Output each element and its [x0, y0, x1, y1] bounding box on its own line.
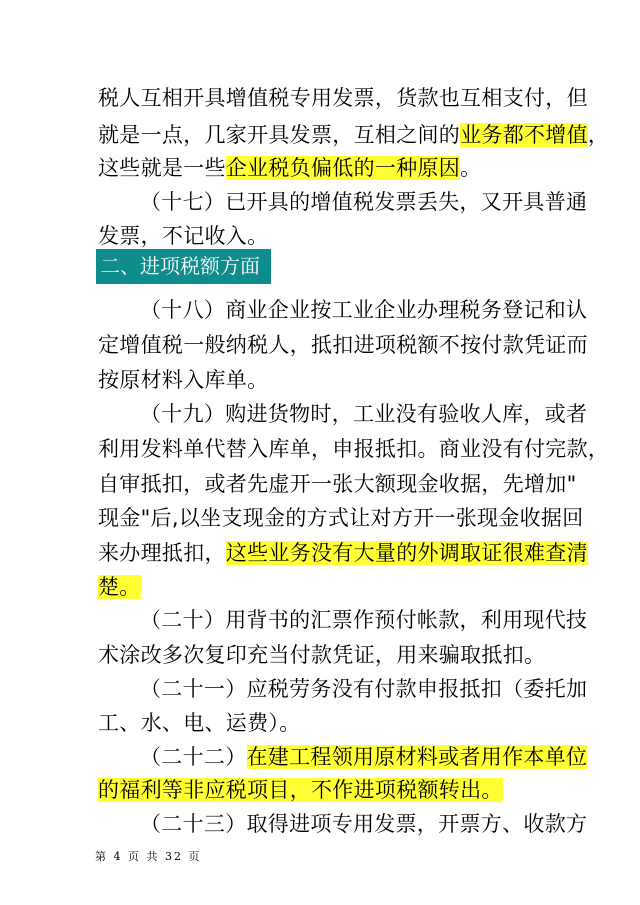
text-segment: （十七）已开具的增值税发票丢失，又开具普通: [140, 190, 588, 214]
text-line: [98, 466, 577, 502]
text-line: [98, 117, 609, 153]
highlighted-text: 在建工程领用原材料或者用作本单位: [246, 745, 588, 769]
text-line: [98, 150, 481, 186]
text-line: [140, 671, 587, 707]
text-line: [98, 431, 609, 467]
text-segment: （二十）用背书的汇票作预付帐款，利用现代技: [140, 608, 588, 632]
highlighted-text: 企业税负偏低的一种原因: [225, 156, 461, 180]
highlighted-text: 业务都不增值: [460, 123, 588, 147]
highlighted-text: 楚。: [98, 575, 141, 599]
text-line: [140, 602, 587, 638]
text-segment: 来办理抵扣，: [98, 541, 226, 565]
highlighted-text: 的福利等非应税项目，不作进项税额转出。: [98, 778, 503, 802]
text-line: [98, 569, 141, 605]
text-line: [98, 327, 588, 363]
text-line: [98, 535, 588, 571]
text-segment: 现金"后,以坐支现金的方式让对方开一张现金收据回: [98, 506, 584, 530]
text-segment: 利用发料单代替入库单，申报抵扣。商业没有付完款，: [98, 437, 610, 461]
text-segment: 按原材料入库单。: [98, 368, 269, 392]
text-segment: ，: [587, 123, 610, 147]
text-segment: （二十二）: [140, 745, 247, 769]
text-line: [98, 80, 588, 116]
text-segment: （二十三）取得进项专用发票，开票方、收款方: [140, 812, 588, 836]
text-line: [98, 772, 503, 808]
text-line: [140, 292, 587, 328]
text-segment: 税人互相开具增值税专用发票，货款也互相支付，但: [98, 86, 588, 110]
text-line: [140, 184, 587, 220]
text-segment: 这些就是一些: [98, 156, 226, 180]
text-segment: 自审抵扣，或者先虚开一张大额现金收据，先增加": [98, 472, 577, 496]
text-segment: 发票，不记收入。: [98, 224, 269, 248]
text-line: [98, 637, 545, 673]
text-line: [98, 705, 301, 741]
text-line: [98, 500, 584, 536]
text-line: [140, 806, 587, 842]
text-segment: 就是一点，几家开具发票，互相之间的: [98, 123, 461, 147]
text-segment: 。: [460, 156, 482, 180]
text-line: [140, 396, 587, 432]
text-segment: （二十一）应税劳务没有付款申报抵扣（委托加: [140, 677, 588, 701]
highlighted-text: 这些业务没有大量的外调取证很难查清: [225, 541, 588, 565]
text-segment: 工、水、电、运费）。: [98, 711, 301, 735]
text-segment: 定增值税一般纳税人，抵扣进项税额不按付款凭证而: [98, 333, 588, 357]
page-footer: 第 4 页 共 32 页: [95, 850, 202, 863]
section-heading: 二、进项税额方面: [96, 249, 271, 284]
text-segment: （十八）商业企业按工业企业办理税务登记和认: [140, 298, 588, 322]
text-line: [140, 739, 587, 775]
text-segment: （十九）购进货物时，工业没有验收人库，或者: [140, 402, 588, 426]
text-segment: 术涂改多次复印充当付款凭证，用来骗取抵扣。: [98, 643, 546, 667]
text-line: [98, 362, 268, 398]
